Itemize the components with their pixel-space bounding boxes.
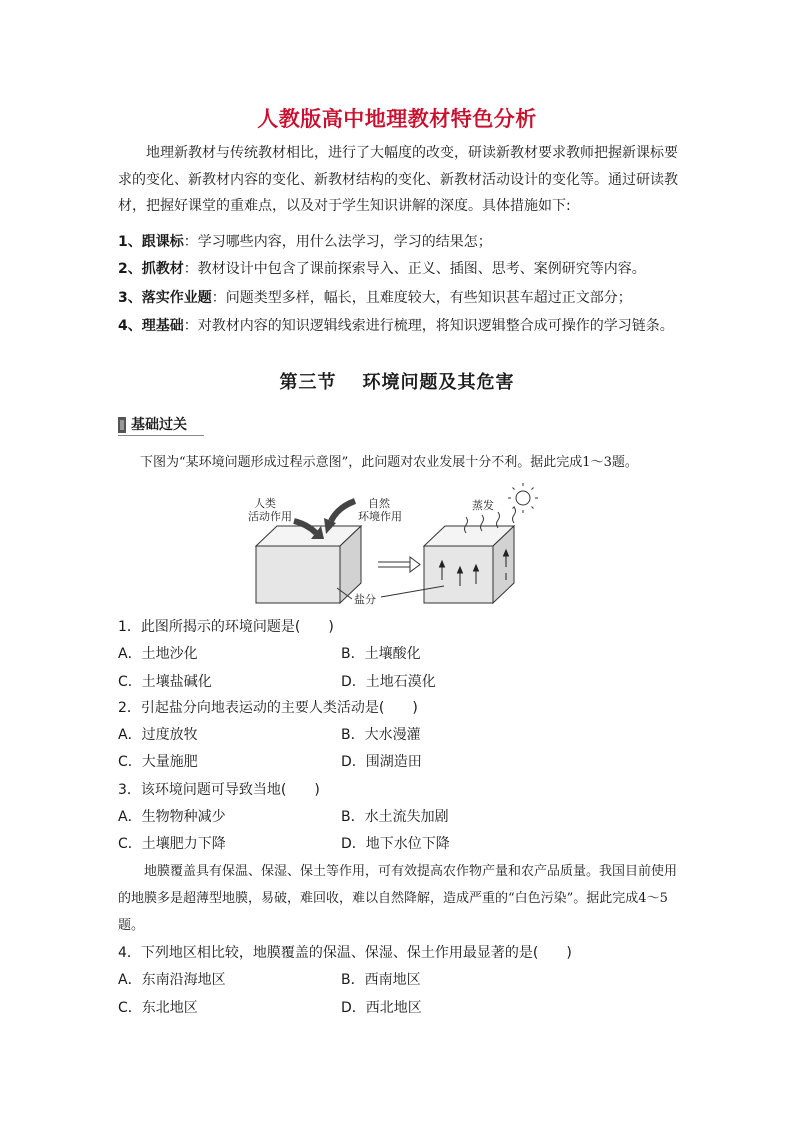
human-label-1: 人类: [254, 497, 276, 510]
measure-label: 3、落实作业题: [118, 290, 212, 306]
option-b: B．土壤酸化: [341, 646, 421, 662]
question-stem: 3．该环境问题可导致当地( ): [118, 782, 320, 798]
salt-label: 盐分: [354, 593, 376, 606]
intro-paragraph: [118, 140, 680, 220]
question-stem: 2．引起盐分向地表运动的主要人类活动是( ): [118, 700, 418, 716]
option-d: D．地下水位下降: [341, 836, 450, 852]
measure-item: [118, 285, 688, 311]
sun-icon: [508, 483, 538, 513]
question-stem: 1．此图所揭示的环境问题是( ): [118, 619, 334, 635]
measure-item: [118, 313, 688, 339]
section-name: 环境问题及其危害: [362, 372, 515, 393]
group1-intro: 下图为“某环境问题形成过程示意图”，此问题对农业发展十分不利。据此完成1～3题。: [140, 455, 638, 470]
option-c: C．土壤肥力下降: [118, 836, 226, 852]
option-d: D．围湖造田: [341, 754, 422, 770]
soil-block-left-front: [256, 546, 340, 603]
human-label-2: 活动作用: [248, 510, 292, 523]
option-d: D．西北地区: [341, 1000, 422, 1016]
measure-text: ：教材设计中包含了课前探索导入、正义、插图、思考、案例研究等内容。: [183, 261, 646, 277]
measure-text: ：学习哪些内容，用什么法学习，学习的结果怎；: [183, 234, 492, 250]
option-b: B．大水漫灌: [341, 727, 421, 743]
section-title: [0, 368, 794, 394]
intro-paragraph-text: 地理新教材与传统教材相比，进行了大幅度的改变，研读新教材要求教师把握新课标要求的变化、新教材内容的变化、新教材结构的变化、新教材活动设计的变化等。通过研读教材，把握好课堂的重难点，以及对于学生知识讲解的深度。具体措施如下:: [118, 145, 678, 214]
measure-item: [118, 256, 688, 282]
practice-label-text: 基础过关: [131, 417, 187, 433]
measure-text: ：问题类型多样，幅长，且难度较大，有些知识甚车超过正文部分；: [211, 290, 632, 306]
evaporation-label: 蒸发: [472, 499, 494, 512]
nature-label-2: 环境作用: [358, 510, 402, 523]
practice-label: [118, 414, 204, 436]
measure-text: ：对教材内容的知识逻辑线索进行梳理，将知识逻辑整合成可操作的学习链条。: [183, 318, 674, 334]
nature-label-1: 自然: [368, 497, 390, 510]
natural-environment-arrow: [331, 501, 355, 521]
measure-label: 2、抓教材: [118, 261, 184, 277]
environment-diagram: [240, 483, 550, 608]
measure-item: [118, 229, 688, 255]
option-b: B．水土流失加剧: [341, 809, 449, 825]
option-a: A．生物物种减少: [118, 809, 226, 825]
document-title: 人教版高中地理教材特色分析: [257, 107, 537, 131]
measure-label: 1、跟课标: [118, 234, 184, 250]
section-number: 第三节: [279, 372, 337, 393]
option-b: B．西南地区: [341, 972, 421, 988]
option-a: A．东南沿海地区: [118, 972, 226, 988]
option-a: A．过度放牧: [118, 727, 198, 743]
option-d: D．土地石漠化: [341, 674, 436, 690]
option-c: C．土壤盐碱化: [118, 674, 212, 690]
group2-intro: [118, 858, 683, 939]
measure-label: 4、理基础: [118, 318, 184, 334]
group2-intro-text: 地膜覆盖具有保温、保湿、保土等作用，可有效提高农作物产量和农产品质量。我国目前使用的地膜多是超薄型地膜，易破，难回收，难以自然降解，造成严重的“白色污染”。据此完成4～5题。: [118, 864, 678, 933]
option-a: A．土地沙化: [118, 646, 198, 662]
label-underline: [118, 435, 204, 436]
question-stem: 4．下列地区相比较，地膜覆盖的保温、保湿、保土作用最显著的是( ): [118, 945, 572, 961]
soil-block-right-front: [424, 546, 493, 603]
option-c: C．大量施肥: [118, 754, 198, 770]
option-c: C．东北地区: [118, 1000, 198, 1016]
